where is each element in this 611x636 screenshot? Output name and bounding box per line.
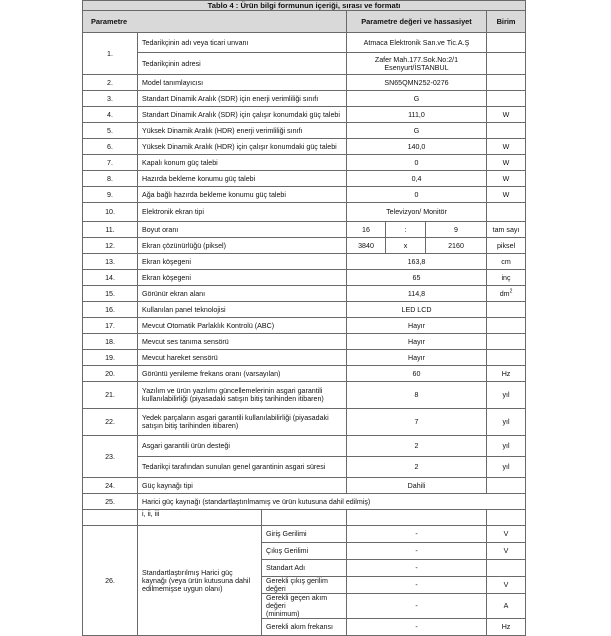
row-label: Görünür ekran alanı <box>138 286 347 302</box>
table-title-row <box>83 1 526 11</box>
resolution-width: 3840 <box>347 238 386 254</box>
table-row <box>83 382 526 409</box>
row-value: Hayır <box>347 334 487 350</box>
row-label: Model tanımlayıcısı <box>138 75 347 91</box>
row-label: Mevcut Otomatik Parlaklık Kontrolü (ABC) <box>138 318 347 334</box>
sub-label: Standart Adı <box>262 560 347 577</box>
row-value: SN65QMN252-0276 <box>347 75 487 91</box>
row-unit <box>487 75 526 91</box>
row-unit <box>487 478 526 494</box>
sub-label: Çıkış Gerilimi <box>262 543 347 560</box>
row-value: - <box>347 594 487 619</box>
table-row <box>83 366 526 382</box>
row-unit: piksel <box>487 238 526 254</box>
sub-label: Gerekli çıkış gerilim değeri <box>262 577 347 594</box>
row-unit: V <box>487 543 526 560</box>
row-value: Dahili <box>347 478 487 494</box>
row-number: 24. <box>83 478 138 494</box>
row-unit <box>487 318 526 334</box>
row-value: - <box>347 543 487 560</box>
row-number: 15. <box>83 286 138 302</box>
row-unit: W <box>487 155 526 171</box>
row-value: - <box>347 560 487 577</box>
row-unit <box>487 302 526 318</box>
label-line: edilmemişse uygun olanı) <box>142 584 223 593</box>
row-label: i, ii, iii <box>138 510 262 526</box>
row-label: Boyut oranı <box>138 222 347 238</box>
resolution-height: 2160 <box>426 238 487 254</box>
row-unit <box>487 560 526 577</box>
table-row <box>83 350 526 366</box>
resolution-separator: x <box>386 238 426 254</box>
row-unit: V <box>487 577 526 594</box>
table-row <box>83 187 526 203</box>
row-number: 13. <box>83 254 138 270</box>
row-value <box>347 510 487 526</box>
table-row <box>83 286 526 302</box>
row-number: 20. <box>83 366 138 382</box>
row-unit: tam sayı <box>487 222 526 238</box>
row-label: Standart Dinamik Aralık (SDR) için çalışır konumdaki güç talebi <box>138 107 347 123</box>
row-number: 23. <box>83 436 138 478</box>
table-row <box>83 107 526 123</box>
row-label: Güç kaynağı tipi <box>138 478 347 494</box>
address-line: Esenyurt/İSTANBUL <box>384 63 449 72</box>
row-label: Harici güç kaynağı (standartlaştırılmamış ve ürün kutusuna dahil edilmiş) <box>138 494 526 510</box>
row-value: 163,8 <box>347 254 487 270</box>
table-row <box>83 436 526 457</box>
row-value: Televizyon/ Monitör <box>347 203 487 222</box>
row-unit <box>487 510 526 526</box>
row-value: G <box>347 123 487 139</box>
row-value: - <box>347 619 487 636</box>
row-value: - <box>347 577 487 594</box>
row-number: 19. <box>83 350 138 366</box>
row-value: 111,0 <box>347 107 487 123</box>
table-row <box>83 478 526 494</box>
row-label: Mevcut ses tanıma sensörü <box>138 334 347 350</box>
row-unit <box>487 334 526 350</box>
row-value: 114,8 <box>347 286 487 302</box>
row-unit: Hz <box>487 366 526 382</box>
table-row <box>83 494 526 510</box>
row-label: Yüksek Dinamik Aralık (HDR) için çalışır konumdaki güç talebi <box>138 139 347 155</box>
row-label: Ekran çözünürlüğü (piksel) <box>138 238 347 254</box>
row-unit: yıl <box>487 436 526 457</box>
row-number: 1. <box>83 33 138 75</box>
table-title: Tablo 4 : Ürün bilgi formunun içeriği, sırası ve formatı <box>83 1 526 11</box>
row-number: 9. <box>83 187 138 203</box>
address-line: Zafer Mah.177.Sok.No:2/1 <box>374 55 459 64</box>
row-label: Standart Dinamik Aralık (SDR) için enerji verimliliği sınıfı <box>138 91 347 107</box>
row-number: 26. <box>83 526 138 636</box>
table-row <box>83 75 526 91</box>
row-value: 0 <box>347 187 487 203</box>
table-row <box>83 318 526 334</box>
row-value: 0,4 <box>347 171 487 187</box>
row-number: 10. <box>83 203 138 222</box>
row-label: Elektronik ekran tipi <box>138 203 347 222</box>
unit-text: dm <box>499 289 510 298</box>
label-line: Yedek parçaların asgari garantili kullanılabilirliği (piyasadaki <box>142 414 329 422</box>
row-unit <box>487 91 526 107</box>
row-number: 6. <box>83 139 138 155</box>
label-line: satışın bitiş tarihinden itibaren) <box>142 422 239 430</box>
unit-cell <box>487 53 526 75</box>
row-label: Ekran köşegeni <box>138 254 347 270</box>
row-label: Kullanılan panel teknolojisi <box>138 302 347 318</box>
row-value: 60 <box>347 366 487 382</box>
row-number: 17. <box>83 318 138 334</box>
row-unit: yıl <box>487 457 526 478</box>
supplier-address-value <box>347 53 487 75</box>
table-row <box>83 33 526 53</box>
row-label <box>138 526 262 636</box>
row-unit: A <box>487 594 526 619</box>
row-unit <box>487 350 526 366</box>
table-row <box>83 510 526 526</box>
row-label: Tedarikçi tarafından sunulan genel garantinin asgari süresi <box>138 457 347 478</box>
row-label: Ekran köşegeni <box>138 270 347 286</box>
row-label <box>138 382 347 409</box>
row-label: Görüntü yenileme frekans oranı (varsayılan) <box>138 366 347 382</box>
row-unit: V <box>487 526 526 543</box>
row-unit: Hz <box>487 619 526 636</box>
table-row <box>83 254 526 270</box>
row-value: - <box>347 526 487 543</box>
row-number: 5. <box>83 123 138 139</box>
row-value: 0 <box>347 155 487 171</box>
product-info-table <box>82 0 526 636</box>
table-row <box>83 270 526 286</box>
label-line: (minimum) <box>266 610 300 618</box>
aspect-width: 16 <box>347 222 386 238</box>
row-number: 2. <box>83 75 138 91</box>
table-row <box>83 457 526 478</box>
aspect-height: 9 <box>426 222 487 238</box>
row-number: 11. <box>83 222 138 238</box>
header-unit: Birim <box>487 11 526 33</box>
label-line: kaynağı (veya ürün kutusuna dahil <box>142 576 251 585</box>
table-row <box>83 155 526 171</box>
row-unit: W <box>487 187 526 203</box>
label-line: Standartlaştırılmış Harici güç <box>142 568 233 577</box>
row-value: 65 <box>347 270 487 286</box>
row-number <box>83 510 138 526</box>
supplier-address-label: Tedarikçinin adresi <box>138 53 347 75</box>
row-number: 8. <box>83 171 138 187</box>
row-label: Mevcut hareket sensörü <box>138 350 347 366</box>
row-unit: yıl <box>487 409 526 436</box>
row-unit <box>487 123 526 139</box>
header-parameter: Parametre <box>83 11 347 33</box>
table-row <box>83 203 526 222</box>
row-label: Ağa bağlı hazırda bekleme konumu güç talebi <box>138 187 347 203</box>
sub-label <box>262 510 347 526</box>
row-value: Hayır <box>347 318 487 334</box>
aspect-separator: : <box>386 222 426 238</box>
row-unit <box>487 286 526 302</box>
row-value: Hayır <box>347 350 487 366</box>
table-row <box>83 409 526 436</box>
row-label: Kapalı konum güç talebi <box>138 155 347 171</box>
label-line: Yazılım ve ürün yazılımı güncellemelerinin asgari garantili <box>142 387 323 395</box>
row-value: 2 <box>347 436 487 457</box>
table-row <box>83 123 526 139</box>
row-value: 7 <box>347 409 487 436</box>
row-label <box>138 409 347 436</box>
unit-superscript: 2 <box>509 288 513 295</box>
table-row <box>83 526 526 543</box>
table-row <box>83 139 526 155</box>
row-number: 7. <box>83 155 138 171</box>
row-unit: yıl <box>487 382 526 409</box>
row-unit: W <box>487 107 526 123</box>
row-label: Asgari garantili ürün desteği <box>138 436 347 457</box>
row-unit: W <box>487 139 526 155</box>
row-label: Yüksek Dinamik Aralık (HDR) enerji verimliliği sınıfı <box>138 123 347 139</box>
table-row <box>83 302 526 318</box>
row-number: 18. <box>83 334 138 350</box>
label-line: kullanılabilirliği (piyasadaki satışın bitiş tarihinden itibaren) <box>142 395 324 403</box>
header-value: Parametre değeri ve hassasiyet <box>347 11 487 33</box>
unit-cell <box>487 33 526 53</box>
row-unit <box>487 203 526 222</box>
header-row <box>83 11 526 33</box>
table-row <box>83 334 526 350</box>
row-number: 4. <box>83 107 138 123</box>
product-info-sheet <box>82 0 525 636</box>
row-number: 14. <box>83 270 138 286</box>
row-number: 3. <box>83 91 138 107</box>
row-unit: cm <box>487 254 526 270</box>
row-unit: inç <box>487 270 526 286</box>
row-label: Hazırda bekleme konumu güç talebi <box>138 171 347 187</box>
sub-label: Giriş Gerilimi <box>262 526 347 543</box>
sub-label <box>262 594 347 619</box>
row-number: 21. <box>83 382 138 409</box>
table-row <box>83 91 526 107</box>
supplier-name-value: Atmaca Elektronik San.ve Tic.A.Ş <box>347 33 487 53</box>
sub-label: Gerekli akım frekansı <box>262 619 347 636</box>
row-value: 8 <box>347 382 487 409</box>
table-row <box>83 53 526 75</box>
row-value: 140,0 <box>347 139 487 155</box>
label-line: Gerekli geçen akım değeri <box>266 594 328 610</box>
table-row <box>83 171 526 187</box>
row-number: 22. <box>83 409 138 436</box>
row-value: G <box>347 91 487 107</box>
table-row <box>83 238 526 254</box>
row-number: 16. <box>83 302 138 318</box>
row-number: 12. <box>83 238 138 254</box>
table-row <box>83 222 526 238</box>
row-value: 2 <box>347 457 487 478</box>
row-unit: W <box>487 171 526 187</box>
row-number: 25. <box>83 494 138 510</box>
row-value: LED LCD <box>347 302 487 318</box>
supplier-name-label: Tedarikçinin adı veya ticari unvanı <box>138 33 347 53</box>
